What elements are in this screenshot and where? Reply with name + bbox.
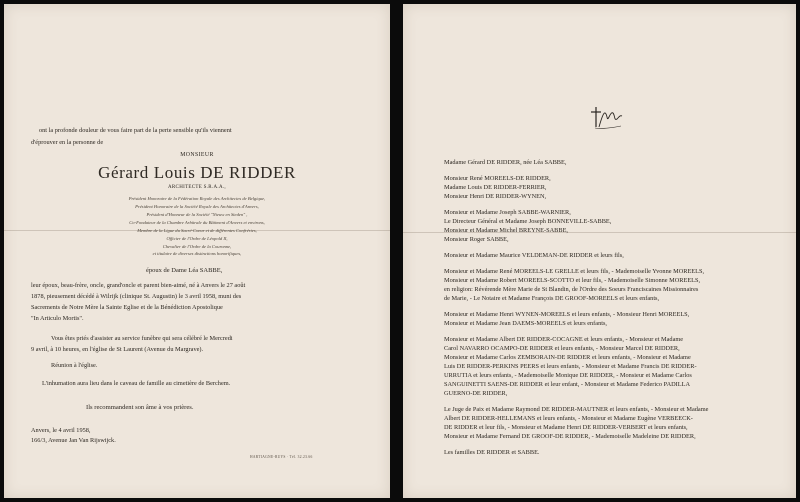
family-line: Monsieur et Madame Henri WYNEN-MOREELS et leurs enfants, - Monsieur Henri MOREELS,	[444, 311, 690, 318]
family-line: Monsieur et Madame Albert DE RIDDER-COCAGNE et leurs enfants, - Monsieur et Madame	[444, 336, 684, 343]
title-line: Membre de la Ligue du Sacré-Coeur et de différentes Confréries,	[137, 228, 257, 233]
family-line: Monsieur et Madame Jean DAEMS-MOREELS et leurs enfants,	[444, 320, 607, 327]
family-line: Monsieur et Madame Robert MOREELS-SCOTTO et leur fils, - Mademoiselle Simonne MOREELS,	[444, 277, 701, 284]
family-line: GUERNO-DE RIDDER,	[444, 390, 508, 397]
service-line: 9 avril, à 10 heures, en l'église de St Laurent (Avenue du Margrave).	[31, 346, 204, 353]
family-line: SANGUINETTI SAENS-DE RIDDER et leur enfant, - Monsieur et Madame Federico PADILLA	[444, 381, 690, 388]
family-line: DE RIDDER et leur fils, - Monsieur et Madame Henri DE RIDDER-VERBERT et leurs enfants,	[444, 424, 688, 431]
title-line: et titulaire de diverses distinctions honorifiques,	[152, 251, 242, 256]
title-line: Officier de l'Ordre de Léopold II,	[166, 236, 228, 241]
reunion-line: Réunion à l'église.	[51, 362, 98, 369]
date-place: Anvers, le 4 avril 1958,	[31, 427, 91, 434]
bio-line: leur époux, beau-frère, oncle, grand'oncle et parent bien-aimé, né à Anvers le 27 août	[31, 282, 246, 289]
family-line: Monsieur et Madame Fernand DE GROOF-DE RIDDER, - Mademoiselle Madeleine DE RIDDER,	[444, 433, 696, 440]
family-line: Monsieur René MOREELS-DE RIDDER,	[444, 175, 551, 182]
family-line: Monsieur Roger SABBE,	[444, 236, 509, 243]
title-line: Chevalier de l'Ordre de la Couronne,	[162, 244, 232, 249]
address: 166/3, Avenue Jan Van Rijswijck.	[31, 437, 116, 444]
family-line: Luis DE RIDDER-PERKINS PEERS et leurs enfants, - Monsieur et Madame Francis DE RIDDER-	[444, 363, 697, 370]
family-line: Monsieur et Madame René MOREELS-LE GRELLE et leurs fils, - Mademoiselle Yvonne MOREELS,	[444, 268, 705, 275]
family-line: Les familles DE RIDDER et SABBE.	[444, 449, 540, 456]
title-line: Co-Fondateur de la Chambre Arbitrale du Bâtiment d'Anvers et environs,	[129, 220, 265, 225]
printer-mark: HARTIAGNE-RUYS · Tél. 32.23.66	[250, 455, 313, 459]
family-line: Albert DE RIDDER-HELLEMANS et leurs enfants, - Monsieur et Madame Eugène VERBEECK-	[444, 415, 693, 422]
family-line: de Marie, - Le Notaire et Madame François DE GROOF-MOREELS et leurs enfants,	[444, 295, 660, 302]
family-line: URRUTIA et leurs enfants, - Mademoiselle Monique DE RIDDER, - Monsieur et Madame Carlos	[444, 372, 692, 379]
intro-line: ont la profonde douleur de vous faire part de la perte sensible qu'ils viennent	[39, 127, 232, 134]
deceased-name: Gérard Louis DE RIDDER	[98, 163, 296, 182]
family-line: Carol NAVARRO OCAMPO-DE RIDDER et leurs enfants, - Monsieur Marcel DE RIDDER,	[444, 345, 680, 352]
family-line: Madame Gérard DE RIDDER, née Léa SABBE,	[444, 159, 567, 166]
profession: ARCHITECTE S.R.A.A.,	[168, 185, 226, 190]
title-line: Président Honoraire de la Société Royale des Architectes d'Anvers,	[135, 204, 259, 209]
burial-line: L'inhumation aura lieu dans le caveau de famille au cimetière de Berchem.	[42, 380, 231, 387]
family-line: Monsieur et Madame Joseph SABBE-WARNIER,	[444, 209, 571, 216]
spouse-line: époux de Dame Léa SABBE,	[146, 267, 223, 274]
family-line: Madame Louis DE RIDDER-FERRIER,	[444, 184, 547, 191]
cross-monogram-icon	[587, 103, 625, 133]
family-line: Monsieur et Madame Carlos ZEMBORAIN-DE RIDDER et leurs enfants, - Monsieur et Madame	[444, 354, 691, 361]
family-line: Monsieur Henri DE RIDDER-WYNEN,	[444, 193, 547, 200]
family-line: Le Directeur Général et Madame Joseph BONNEVILLE-SABBE,	[444, 218, 612, 225]
family-line: en religion: Révérende Mère Marie de St Blandin, de l'Ordre des Soeurs Franciscaines Missionnaires	[444, 286, 699, 293]
title-line: Président Honoraire de la Fédération Royale des Architectes de Belgique,	[128, 196, 266, 201]
family-line: Le Juge de Paix et Madame Raymond DE RIDDER-MAUTNER et leurs enfants, - Monsieur et Madame	[444, 406, 709, 413]
family-line: Monsieur et Madame Maurice VELDEMAN-DE RIDDER et leurs fils,	[444, 252, 624, 259]
bio-line: 1878, pieusement décédé à Wilrijk (clinique St. Augustin) le 3 avril 1958, muni des	[31, 293, 242, 300]
service-line: Vous êtes priés d'assister au service funèbre qui sera célébré le Mercredi	[51, 335, 233, 342]
title-line: Président d'Honneur de la Société "Nieuw en Steden" ,	[146, 212, 248, 217]
intro-line: d'éprouver en la personne de	[31, 139, 104, 146]
prayer-line: Ils recommandent son âme à vos prières.	[86, 404, 194, 411]
honorific: MONSIEUR	[180, 152, 214, 158]
bio-line: Sacrements de Notre Mère la Sainte Eglise et de la Bénédiction Apostolique	[31, 304, 223, 311]
family-line: Monsieur et Madame Michel BREYNE-SABBE,	[444, 227, 568, 234]
bio-line: "In Articulo Mortis".	[31, 315, 84, 322]
